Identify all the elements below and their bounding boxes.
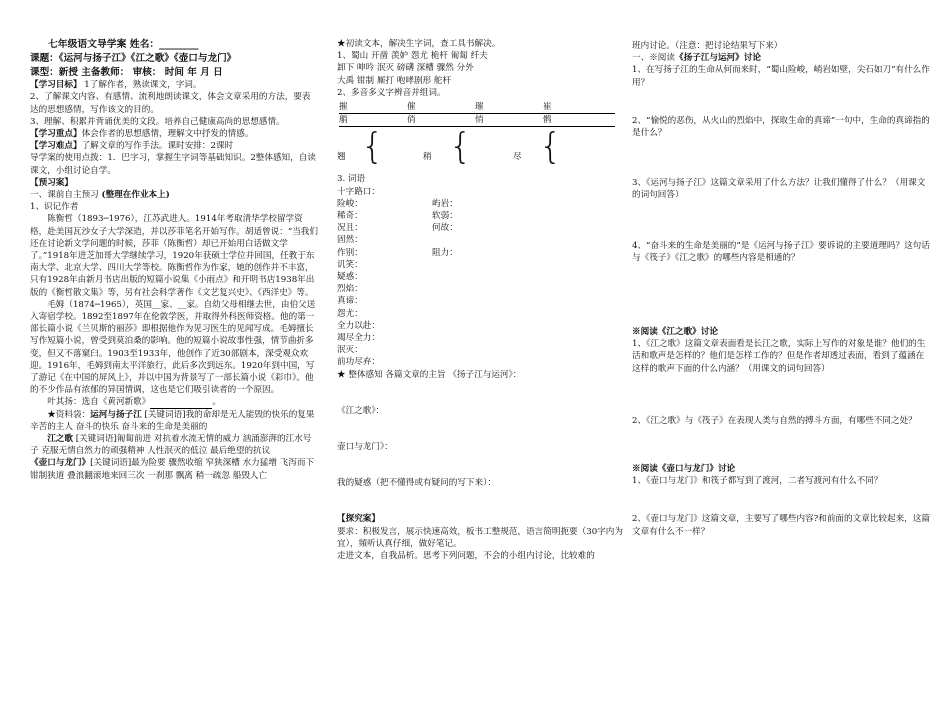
word-term: 前功尽弃： (337, 357, 380, 368)
brace-char: 翘 (337, 152, 346, 163)
column-left (30, 0, 318, 709)
word-term: 泯灭： (337, 345, 363, 356)
difficulty-text: 了解文章的写作手法。课时安排：2课时 (81, 141, 234, 152)
word-term: 固然： (337, 235, 363, 246)
preview-step-note: (整理在作业本上) (101, 189, 170, 200)
word-term: 软弱： (432, 211, 458, 222)
polyphone-cell[interactable]: 艄 (339, 114, 407, 127)
word-row (337, 271, 623, 283)
learning-goals (30, 79, 318, 91)
polyphone-cell[interactable]: 悄 (475, 114, 543, 127)
goal-1: 1了解作者，熟读课文，字词。 (81, 80, 202, 91)
word-term: 烈焰： (337, 284, 363, 295)
left-brace-icon: { (361, 126, 384, 168)
word-term: 怨尤： (337, 308, 363, 319)
goal-3: 3、理解、积累并背诵优美的文段。培养自己健康高尚的思想感情。 (30, 116, 285, 127)
resource-bag: ★资料袋：运河与扬子江 [关键词语]我的命却是无人能毁的快乐的复果 辛苦的主人 奋斗的快乐 奋斗来的生命是美丽的 (30, 409, 315, 432)
hukou-question-2: 2、《壶口与龙门》这篇文章，主要写了哪些内容?和前面的文章比较起来，这篇文章有什么不一样？ (632, 514, 930, 537)
word-row (337, 332, 623, 344)
overall-perception: ★ 整体感知 各篇文章的主旨 《扬子江与运河》： (337, 369, 522, 380)
word-row (337, 344, 623, 356)
left-brace-icon: { (539, 126, 562, 168)
question-1: 1、在写扬子江的生命从何而来时，“蜀山险峻，峭岩如壁，尖石如刀”有什么作用？ (632, 65, 930, 88)
word-row (337, 320, 623, 332)
section-hukou: ※阅读《壶口与龙门》讨论 (632, 464, 736, 475)
author-bio-ye: 叶其扬：选自《黄河新歌》 。 (47, 397, 221, 408)
question-2: 2、“愉悦的恶伤，从火山的烈焰中，探取生命的真谛”一句中，生命的真谛指的是什么？ (632, 115, 930, 139)
section-jiang: ※阅读《江之歌》讨论 (632, 327, 718, 338)
answer-blank[interactable] (150, 399, 212, 409)
column-right (632, 0, 932, 711)
vocab-row-1: 1、蜀山 开凿 羡妒 怨尤 桅杆 匍匐 纤夫 (337, 51, 488, 62)
word-row (337, 356, 623, 368)
column-middle (337, 0, 623, 709)
explore-header: 【探究案】 (337, 514, 380, 525)
word-term: 真谛： (337, 296, 363, 307)
polyphone-row (339, 101, 615, 114)
brace-char: 稍 (423, 152, 432, 163)
word-row (337, 308, 623, 320)
word-term: 屿岩： (432, 198, 458, 209)
vocab-row-3: 大禹 钳制 厮打 咆哮剧形 舵杆 (337, 75, 452, 86)
word-term: 何故： (432, 223, 458, 234)
jiang-question-1: 1、《江之歌》这篇文章表面看是长江之歌，实际上写作的对象是谁？他们的生活和歌声是怎样的？他们是怎样工作的？但是作者却透过表面，看到了蕴涵在这样的歌声下面的什么内涵？（用课文的词句回答） (632, 339, 926, 374)
polyphone-braces (337, 126, 623, 173)
theme-hukou: 壶口与龙门》： (337, 442, 393, 453)
word-row (337, 222, 623, 234)
discussion-note: 班内讨论。（注意：把讨论结果写下来） (632, 41, 783, 51)
explore-instructions: 走进文本，自我品析。思考下列问题，不会的小组内讨论，比较难的 (337, 551, 595, 562)
word-term: 讥笑： (337, 259, 363, 270)
word-row (337, 247, 623, 259)
remember-authors: 1、识记作者 (30, 202, 79, 213)
keywords-jiang: 江之歌 [关键词语]匍匐前进 对抗着水流无情的威力 汹涌澎湃的江水号子 克服无情自然力的顽强精神 人性泯灭的低泣 最后绝望的抗议 (30, 434, 312, 457)
polyphone-cell[interactable]: 俏 (407, 114, 475, 127)
difficult-points (30, 140, 318, 152)
preview-step-label: 一、课前自主预习 (30, 189, 99, 200)
word-row (337, 198, 623, 210)
preview-step (30, 189, 318, 201)
focus-header: 【学习重点】 (30, 128, 82, 139)
word-crossroads: 十字路口： (337, 186, 380, 197)
left-brace-icon: { (449, 126, 472, 168)
lesson-subject: 课题：《运河与扬子江》《江之歌》《壶口与龙门》 (30, 52, 237, 64)
author-bio-chen: 陈衡哲（1893─1976），江苏武进人。1914年考取清华学校留学资格，赴美国瓦沙女子大学深造，并以莎菲笔名开始写作。胡适曾说：“当我们还在讨论新文学问题的时候，莎菲（陈衡哲）却已开始用白话做文学了。”1918年进芝加哥大学继续学习，1920年获硕士学位并回国，任教于东南大学、北京大学、四川大学等校。陈衡哲作为作家，她的创作并不丰富，只有1928年由新月书店出版的短篇小说集《小雨点》和开明书店1938年出版的《衡哲散文集》等，另有社会科学著作《文艺复兴史》、《西洋史》等。 (30, 214, 318, 298)
word-term: 全力以赴： (337, 320, 380, 331)
word-row (337, 234, 623, 246)
vocab-intro: ★初读文本，解决生字词，查工具书解决。 (337, 39, 501, 49)
polyphone-table (339, 101, 615, 127)
section-yangzi: 一、※阅读《扬子江与运河》讨论 (632, 53, 761, 64)
theme-jiang: 《江之歌》： (337, 405, 385, 416)
key-points (30, 128, 318, 140)
explore-requirements: 要求：积极发言，展示快速高效，板书工整规范，语言简明扼要（30字内为宜），頻听认真仔细，做好笔记。 (337, 526, 623, 549)
preview-header: 【预习案】 (30, 177, 73, 188)
polyphone-cell[interactable]: 崔 (543, 101, 615, 114)
brace-char: 尽 (513, 152, 522, 163)
word-list (337, 198, 623, 369)
words-header: 3. 词语 (337, 174, 366, 185)
word-row (337, 259, 623, 271)
polyphone-cell[interactable]: 鹘 (543, 114, 615, 127)
word-term: 况且： (337, 223, 363, 234)
polyphone-instruction: 2、多音多义字辨音并组词。 (337, 87, 446, 98)
keywords-hukou: 《壶口与龙门》[关键词语]最为险要 骤然收缩 窄狭深槽 水力猛增 飞泻而下 钳制狭道 叠浪翻滚地来回三次 一刹那 飘离 稍一疏忽 船毁人亡 (30, 458, 315, 481)
jiang-question-2: 2、《江之歌》与《筏子》在表现人类与自然的搏斗方面，有哪些不同之处？ (632, 415, 917, 426)
polyphone-cell[interactable]: 催 (407, 101, 475, 114)
vocab-row-2: 卸下 呻吟 泯灭 磅礴 深槽 骤然 分外 (337, 63, 474, 74)
question-4: 4、“奋斗来的生命是美丽的”是《运河与扬子江》要诉说的主要道理吗？这句话与《筏子》《江之歌》的哪些内容是相通的？ (632, 240, 930, 263)
focus-text: 体会作者的思想感情，理解文中抒发的情感。 (81, 128, 254, 139)
word-row (337, 283, 623, 295)
word-term: 竭尽全力： (337, 333, 380, 344)
word-term: 作别： (337, 247, 363, 258)
polyphone-cell[interactable]: 璀 (475, 101, 543, 114)
polyphone-cell[interactable]: 摧 (339, 101, 407, 114)
word-row (337, 295, 623, 307)
hukou-question-1: 1、《壶口与龙门》和筏子都写到了渡河，二者写渡河有什么不同？ (632, 476, 883, 487)
goals-header: 【学习目标】 (30, 80, 82, 91)
word-term: 险峻： (337, 198, 363, 209)
author-bio-maugham: 毛姆（1874─1965），英国__家、__家。自幼父母相继去世，由伯父送入寄宿学校。1892至1897年在伦敦学医，并取得外科医师资格。他的第一部长篇小说《兰贝斯的丽莎》即根据他作为见习医生的见闻写成。毛姆擅长写作短篇小说，曾受到莫泊桑的影响。他的短篇小说故事性强，情节曲折多变，但又不落窠臼。1903至1933年，他创作了近30部剧本，深受观众欢迎。1916年，毛姆到南太平洋旅行，此后多次到远东。1920年到中国，写了游记《在中国的屏风上》，并以中国为背景写了一部长篇小说《彩巾》。他的不少作品有浓郁的异国情调，这也是它们吸引读者的一个原因。 (30, 299, 316, 396)
difficulty-header: 【学习难点】 (30, 141, 82, 152)
word-term: 稀奇： (337, 211, 363, 222)
word-term: 疑惑： (337, 272, 363, 283)
goal-2: 2、了解课文内容、有感情、流利地朗读课文，体会文章采用的方法，要表达的思想感情，写作该文的目的。 (30, 92, 311, 115)
my-doubts: 我的疑惑（把不懂得或有疑问的写下来）： (337, 478, 496, 489)
page-title: 七年级语文导学案 姓名：________ (48, 39, 199, 50)
word-row (337, 210, 623, 222)
lesson-meta: 课型：新授 主备教师： 审核： 时间 年 月 日 (30, 66, 223, 78)
usage-guide: 导学案的使用点拨：1．巴字习，掌握生字词等基础知识。2整体感知，自读课文，小组讨论自学。 (30, 153, 316, 176)
word-term: 阻力： (432, 247, 458, 258)
question-3: 3、《运河与扬子江》这篇文章采用了什么方法？让我们懂得了什么？（用课文的词句回答） (632, 178, 926, 201)
